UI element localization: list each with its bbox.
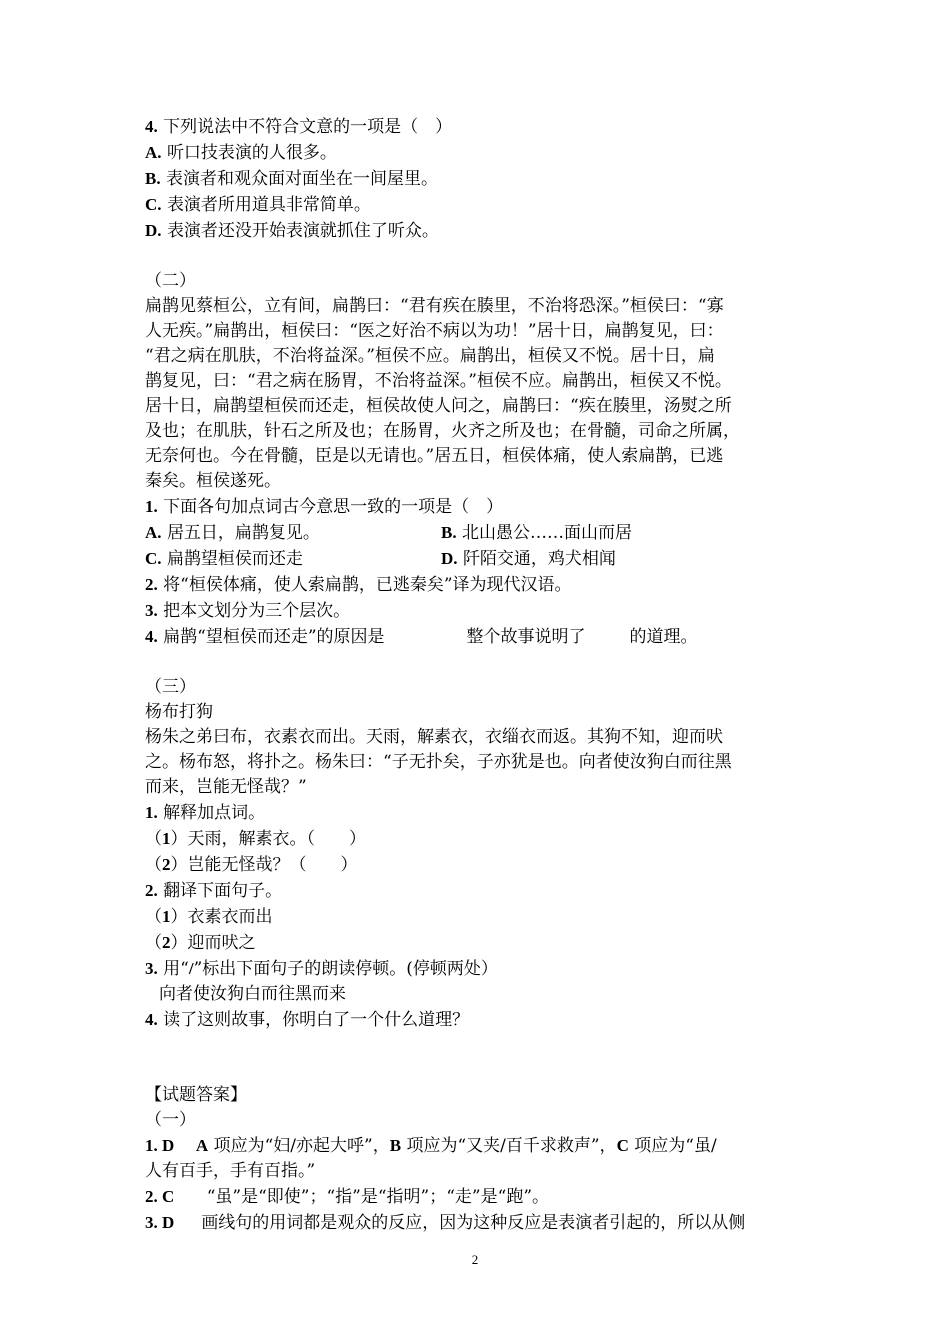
option-letter: D.	[441, 549, 458, 568]
question-text: 将“桓侯体痛，使人索扁鹊，已逃秦矣”译为现代汉语。	[163, 575, 572, 595]
option-letter: B.	[145, 169, 161, 188]
option-letter: A.	[145, 143, 162, 162]
question-number: 4.	[145, 627, 158, 646]
answers-subheading: （一）	[145, 1110, 196, 1130]
spacer	[145, 244, 813, 269]
question-4	[145, 624, 813, 650]
option-c	[145, 192, 813, 218]
question-text: 扁鹊“望桓侯而还走”的原因是	[163, 627, 385, 647]
passage-line: 秦矣。桓侯遂死。	[145, 471, 281, 491]
option-b	[145, 166, 813, 192]
option-text: 表演者还没开始表演就抓住了听众。	[166, 221, 439, 241]
paren: （	[145, 855, 162, 875]
answer-text: 项应为“虽/	[634, 1136, 717, 1156]
question-3	[145, 598, 813, 624]
option-text: 扁鹊望桓侯而还走	[166, 549, 303, 569]
passage	[145, 725, 813, 800]
option-text: 居五日，扁鹊复见。	[166, 523, 320, 543]
question-3	[145, 956, 813, 982]
question-1	[145, 800, 813, 826]
question-number: 4.	[145, 117, 158, 136]
passage-line: “君之病在肌肤，不治将益深。”桓侯不应。扁鹊出，桓侯又不悦。居十日，扁	[145, 346, 715, 366]
option-text: 阡陌交通，鸡犬相闻	[462, 549, 616, 569]
sub-question-text: ）天雨，解素衣。（ ）	[170, 829, 366, 849]
answer-letter: B	[389, 1136, 402, 1155]
option-d	[441, 546, 616, 572]
option-a	[145, 140, 813, 166]
passage-line: 鹊复见，曰：“君之病在肠胃，不治将益深。”桓侯不应。扁鹊出，桓侯又不悦。	[145, 371, 732, 391]
option-letter: C.	[145, 195, 162, 214]
question-number: 3.	[145, 959, 158, 978]
question-text: 用“	[163, 959, 189, 979]
question-number: 2.	[145, 575, 158, 594]
passage-line: 人无疾。”扁鹊出，桓侯曰：“医之好治不病以为功！”居十日，扁鹊复见，曰：	[145, 321, 724, 341]
option-d	[145, 218, 813, 244]
option-letter: A.	[145, 523, 162, 542]
question-number: 3.	[145, 601, 158, 620]
option-a	[145, 520, 441, 546]
options-row-ab	[145, 520, 813, 546]
sub-question-text: ）岂能无怪哉？（ ）	[170, 855, 358, 875]
answer-key: 1. D	[145, 1136, 175, 1155]
question-text: 解释加点词。	[163, 803, 266, 823]
option-c	[145, 546, 441, 572]
question-text: 下面各句加点词古今意思一致的一项是（ ）	[163, 497, 504, 517]
answer-3	[145, 1210, 813, 1236]
question-4	[145, 1007, 813, 1033]
sentence-to-mark: 向者使汝狗白而往黑而来	[159, 984, 346, 1004]
option-text: 表演者和观众面对面坐在一间屋里。	[166, 169, 438, 189]
options-row-cd	[145, 546, 813, 572]
question-number: 2.	[145, 881, 158, 900]
answer-text: “虽”是“即使”；“指”是“指明”；“走”是“跑”。	[206, 1187, 550, 1207]
question-number: 1.	[145, 803, 158, 822]
answer-text: 画线句的用词都是观众的反应，因为这种反应是表演者引起的，所以从侧	[201, 1213, 746, 1233]
sub-question-text: ）衣素衣而出	[170, 907, 273, 927]
question-4	[145, 114, 813, 140]
sub-question-text: ）迎而吠之	[170, 933, 256, 953]
question-text: 把本文划分为三个层次。	[163, 601, 351, 621]
sub-question	[145, 826, 813, 852]
option-letter: D.	[145, 221, 162, 240]
answer-text: 项应为“妇/亦起大呼”，	[213, 1136, 390, 1156]
answers-heading: 【试题答案】	[145, 1085, 247, 1105]
answer-key: 2. C	[145, 1187, 175, 1206]
answer-1	[145, 1133, 813, 1159]
paren: （	[145, 933, 162, 953]
option-b	[441, 520, 632, 546]
question-text: 读了这则故事，你明白了一个什么道理？	[163, 1010, 470, 1030]
question-text: 下列说法中不符合文意的一项是（ ）	[163, 117, 453, 137]
option-text: 听口技表演的人很多。	[166, 143, 337, 163]
sub-question	[145, 930, 813, 956]
sub-question-number: 1	[162, 829, 171, 848]
passage	[145, 294, 813, 494]
answer-letter: C	[616, 1136, 629, 1155]
question-number: 4.	[145, 1010, 158, 1029]
section-heading: （三）	[145, 677, 196, 697]
passage-line: 无奈何也。今在骨髓，臣是以无请也。”居五日，桓侯体痛，使人索扁鹊，已逃	[145, 446, 724, 466]
question-1	[145, 494, 813, 520]
spacer	[145, 650, 813, 675]
page-number: 2	[471, 1252, 479, 1267]
question-text: ”标出下面句子的朗读停顿。(停顿两处）	[193, 959, 498, 979]
question-text: 翻译下面句子。	[163, 881, 283, 901]
paren: （	[145, 829, 162, 849]
sub-question-number: 1	[162, 907, 171, 926]
answer-1-continued: 人有百手，手有百指。”	[145, 1161, 316, 1181]
spacer	[145, 1033, 813, 1058]
answer-letter: A	[195, 1136, 209, 1155]
sub-question	[145, 852, 813, 878]
question-number: 1.	[145, 497, 158, 516]
passage-line: 而来，岂能无怪哉？”	[145, 777, 307, 797]
passage-title: 杨布打狗	[145, 702, 213, 722]
passage-line: 之。杨布怒，将扑之。杨朱曰：“子无扑矣，子亦犹是也。向者使汝狗白而往黑	[145, 752, 732, 772]
sub-question	[145, 904, 813, 930]
passage-line: 居十日，扁鹊望桓侯而还走，桓侯故使人问之，扁鹊曰：“疾在腠里，汤熨之所	[145, 396, 732, 416]
sub-question-number: 2	[162, 855, 171, 874]
option-text: 表演者所用道具非常简单。	[166, 195, 371, 215]
question-text: 的道理。	[629, 627, 698, 647]
section-heading: （二）	[145, 271, 196, 291]
slash-mark: /	[188, 959, 194, 978]
option-text: 北山愚公……面山而居	[462, 523, 632, 543]
question-2	[145, 572, 813, 598]
spacer	[145, 1058, 813, 1083]
answer-key: 3. D	[145, 1213, 175, 1232]
paren: （	[145, 907, 162, 927]
question-2	[145, 878, 813, 904]
question-text: 整个故事说明了	[466, 627, 586, 647]
option-letter: C.	[145, 549, 162, 568]
passage-line: 杨朱之弟曰布，衣素衣而出。天雨，解素衣，衣缁衣而返。其狗不知，迎而吠	[145, 727, 723, 747]
page-content	[145, 114, 813, 1236]
passage-line: 扁鹊见蔡桓公，立有间，扁鹊曰：“君有疾在腠里，不治将恐深。”桓侯曰：“寡	[145, 296, 724, 316]
passage-line: 及也；在肌肤，针石之所及也；在肠胃，火齐之所及也；在骨髓，司命之所属，	[145, 421, 740, 441]
answer-text: 项应为“又夹/百千求救声”，	[406, 1136, 617, 1156]
option-letter: B.	[441, 523, 457, 542]
sub-question-number: 2	[162, 933, 171, 952]
answer-2	[145, 1184, 813, 1210]
